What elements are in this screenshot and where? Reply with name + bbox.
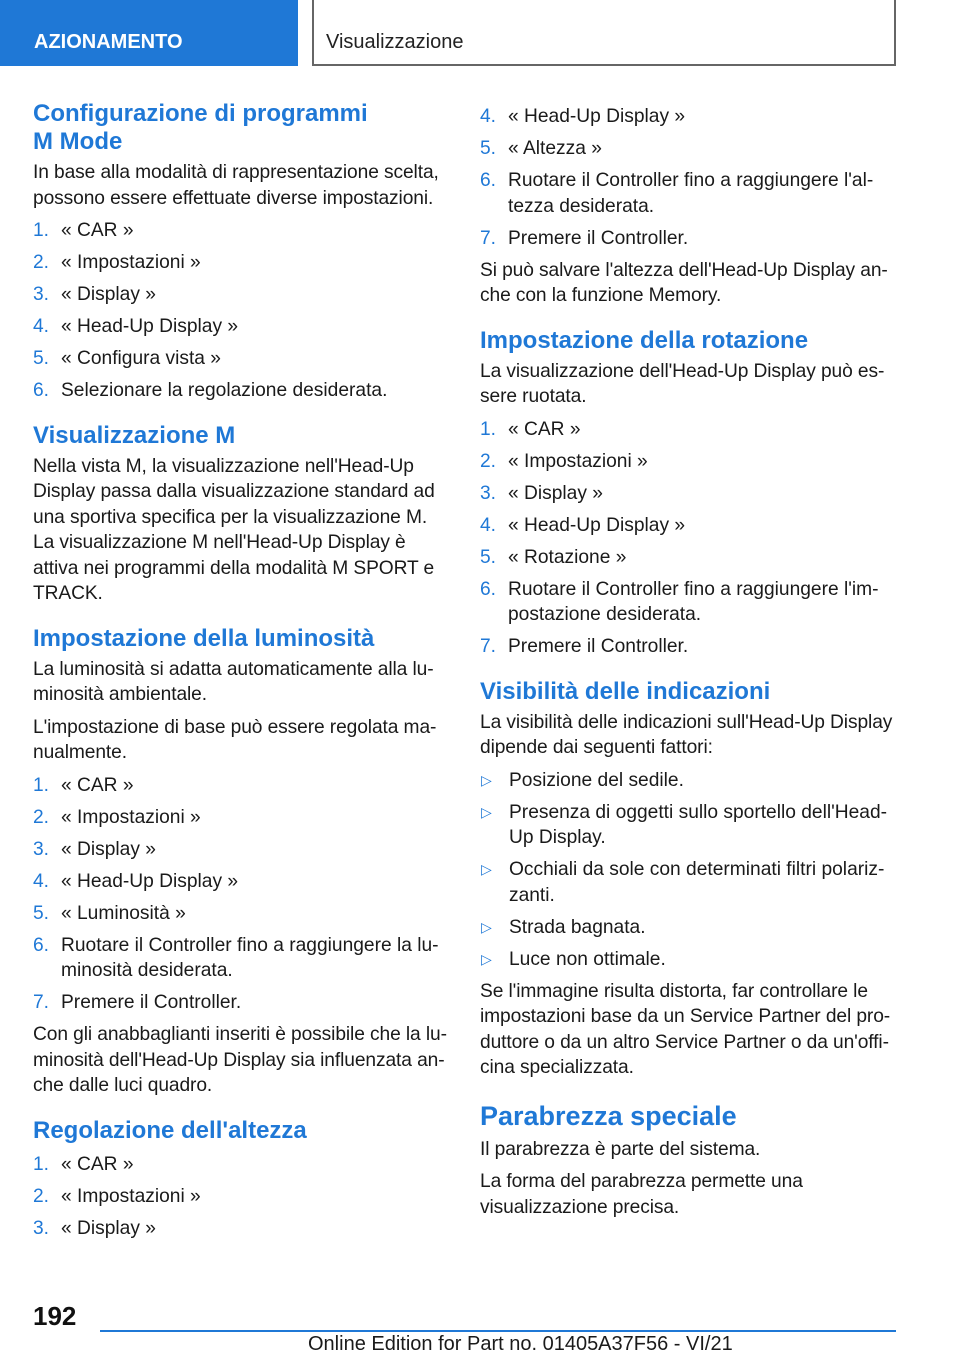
list-item: [33, 805, 448, 831]
heading-luminosita: Impostazione della luminosità: [33, 624, 375, 652]
step-number: 4.: [480, 514, 497, 536]
list-item: [33, 901, 448, 927]
page-footer: [0, 1295, 960, 1362]
step-number: 2.: [33, 252, 50, 273]
chapter-tab: AZIONAMENTO: [0, 0, 298, 66]
section-m-mode: [33, 100, 448, 404]
section-visibilita: [480, 678, 895, 1081]
step-text: « Head-Up Display »: [508, 514, 686, 536]
list-item: [480, 513, 895, 539]
step-number: 6.: [480, 170, 497, 191]
list-item: [480, 449, 895, 475]
right-column: [480, 100, 895, 1227]
list-item: [33, 933, 448, 984]
step-text: Premere il Controller.: [508, 636, 689, 657]
heading-m-mode: Configurazione di programmi M Mode: [33, 100, 368, 155]
left-column: [33, 100, 448, 1248]
heading-visibilita: Visibilità delle indicazioni: [480, 677, 771, 705]
step-text: « Display »: [508, 482, 603, 504]
heading-altezza: Regolazione dell'altezza: [33, 1116, 307, 1144]
step-number: 6.: [33, 934, 50, 956]
step-text: « Display »: [61, 1217, 156, 1239]
step-text: « Impostazioni »: [508, 450, 648, 472]
section-parabrezza: [480, 1099, 895, 1221]
section-title: Visualizzazione: [326, 31, 464, 53]
step-list: [33, 218, 448, 404]
list-item: [480, 768, 895, 794]
step-text: « CAR »: [61, 1153, 134, 1175]
list-item: [480, 481, 895, 507]
page-number: 192: [33, 1301, 77, 1331]
paragraph: L'impostazione di base può essere regolata manualmente.: [33, 716, 437, 763]
list-item: [33, 1216, 448, 1242]
list-item: [33, 990, 448, 1016]
step-number: 4.: [480, 106, 497, 127]
edition-note: Online Edition for Part no. 01405A37F56 - VI/21: [308, 1333, 733, 1355]
step-number: 5.: [33, 348, 50, 369]
step-text: « Head-Up Display »: [61, 316, 239, 337]
step-list: [480, 417, 895, 660]
step-text: « Luminosità »: [61, 902, 186, 924]
step-text: Selezionare la regolazione desiderata.: [61, 380, 388, 401]
list-item: [33, 837, 448, 863]
step-text: « Display »: [61, 838, 156, 860]
list-item: [33, 1184, 448, 1210]
step-text: Premere il Controller.: [61, 992, 242, 1013]
step-text: « CAR »: [61, 220, 134, 241]
paragraph: Si può salvare l'altezza dell'Head-Up Display anche con la funzione Memory.: [480, 259, 888, 306]
heading-parabrezza: Parabrezza speciale: [480, 1100, 737, 1131]
list-item: [480, 168, 895, 219]
list-item: [480, 417, 895, 443]
step-text: Ruotare il Controller fino a raggiungere l'altezza desiderata.: [508, 170, 874, 217]
paragraph: Il parabrezza è parte del sistema.: [480, 1138, 761, 1160]
list-item: [33, 282, 448, 308]
bullet-triangle-icon: ▷: [481, 861, 492, 877]
step-number: 5.: [480, 546, 497, 568]
step-number: 7.: [480, 636, 497, 657]
paragraph: La forma del parabrezza permette una visualizzazione precisa.: [480, 1171, 803, 1218]
paragraph: La visibilità delle indicazioni sull'Head-Up Display dipende dai seguenti fattori:: [480, 711, 893, 758]
list-item: [33, 1152, 448, 1178]
step-number: 2.: [33, 1185, 50, 1207]
paragraph: La luminosità si adatta automaticamente alla luminosità ambientale.: [33, 658, 434, 705]
step-text: « Display »: [61, 284, 156, 305]
step-list: [33, 773, 448, 1016]
bullet-triangle-icon: ▷: [481, 918, 492, 935]
step-text: « Altezza »: [508, 138, 602, 159]
list-item: [480, 915, 895, 941]
step-text: « Impostazioni »: [61, 806, 201, 828]
list-item: [480, 857, 895, 908]
step-text: « Head-Up Display »: [508, 106, 686, 127]
list-item: [33, 314, 448, 340]
heading-rotazione: Impostazione della rotazione: [480, 326, 809, 354]
step-text: « Head-Up Display »: [61, 870, 239, 892]
page-header: [0, 0, 960, 66]
heading-visualizzazione-m: Visualizzazione M: [33, 421, 236, 449]
bullet-triangle-icon: ▷: [481, 950, 492, 967]
list-item: [33, 346, 448, 372]
footer-rule: [100, 1330, 896, 1332]
list-item: [480, 634, 895, 660]
step-number: 7.: [33, 992, 50, 1013]
step-number: 5.: [480, 138, 497, 159]
list-item: [480, 226, 895, 252]
step-number: 3.: [33, 1217, 50, 1239]
paragraph: In base alla modalità di rappresentazione scelta, possono essere effettuate diverse impostazioni.: [33, 162, 439, 209]
section-visualizzazione-m: [33, 422, 448, 607]
bullet-list: [480, 768, 895, 973]
step-number: 2.: [33, 806, 50, 828]
step-number: 2.: [480, 450, 497, 472]
step-text: « Impostazioni »: [61, 252, 201, 273]
list-item: [480, 947, 895, 973]
step-text: « CAR »: [508, 418, 581, 440]
step-list: [33, 1152, 448, 1242]
step-text: « Impostazioni »: [61, 1185, 201, 1207]
step-number: 6.: [480, 578, 497, 600]
step-number: 7.: [480, 227, 497, 249]
list-item: [33, 773, 448, 799]
bullet-triangle-icon: ▷: [481, 771, 492, 788]
section-luminosita: [33, 625, 448, 1099]
bullet-text: Luce non ottimale.: [509, 948, 666, 970]
list-item: [33, 869, 448, 895]
list-item: [33, 218, 448, 244]
step-number: 4.: [33, 316, 50, 337]
step-text: « Configura vista »: [61, 348, 221, 369]
step-number: 1.: [33, 774, 50, 796]
step-number: 1.: [33, 1153, 50, 1175]
step-number: 1.: [480, 418, 497, 440]
step-text: Premere il Controller.: [508, 227, 689, 249]
step-text: « Rotazione »: [508, 546, 627, 568]
list-item: [33, 250, 448, 276]
bullet-text: Strada bagnata.: [509, 916, 646, 938]
list-item: [480, 800, 895, 851]
list-item: [480, 136, 895, 162]
step-number: 3.: [33, 284, 50, 305]
step-number: 4.: [33, 870, 50, 892]
bullet-triangle-icon: ▷: [481, 803, 492, 820]
step-text: Ruotare il Controller fino a raggiungere la luminosità desiderata.: [61, 934, 439, 981]
bullet-text: Occhiali da sole con determinati filtri polarizzanti.: [509, 859, 885, 906]
section-altezza-continued: [480, 104, 895, 309]
step-number: 6.: [33, 380, 50, 401]
list-item: [480, 104, 895, 130]
step-number: 5.: [33, 902, 50, 924]
bullet-text: Posizione del sedile.: [509, 769, 684, 791]
list-item: [480, 577, 895, 628]
section-rotazione: [480, 327, 895, 660]
step-list: [480, 104, 895, 251]
step-text: « CAR »: [61, 774, 134, 796]
step-number: 3.: [480, 482, 497, 504]
section-altezza: [33, 1117, 448, 1242]
step-number: 1.: [33, 220, 50, 241]
step-text: Ruotare il Controller fino a raggiungere l'impostazione desiderata.: [508, 578, 879, 625]
paragraph: La visualizzazione dell'Head-Up Display può essere ruotata.: [480, 360, 885, 407]
paragraph: Se l'immagine risulta distorta, far controllare le impostazioni base da un Service Partner del produttore o da un altro Service Partner o da un'officina specializzata.: [480, 980, 891, 1078]
step-number: 3.: [33, 838, 50, 860]
bullet-text: Presenza di oggetti sullo sportello dell'Head-Up Display.: [509, 801, 888, 848]
paragraph: Con gli anabbaglianti inseriti è possibile che la luminosità dell'Head-Up Display sia influenzata anche dalle luci quadro.: [33, 1024, 447, 1096]
list-item: [480, 545, 895, 571]
paragraph: Nella vista M, la visualizzazione nell'Head-Up Display passa dalla visualizzazione standard ad una sportiva specifica per la visualizzazione M. La visualizzazione M nell'Head-Up Display è attiva nei programmi della modalità M SPORT e TRACK.: [33, 455, 435, 604]
list-item: [33, 378, 448, 404]
